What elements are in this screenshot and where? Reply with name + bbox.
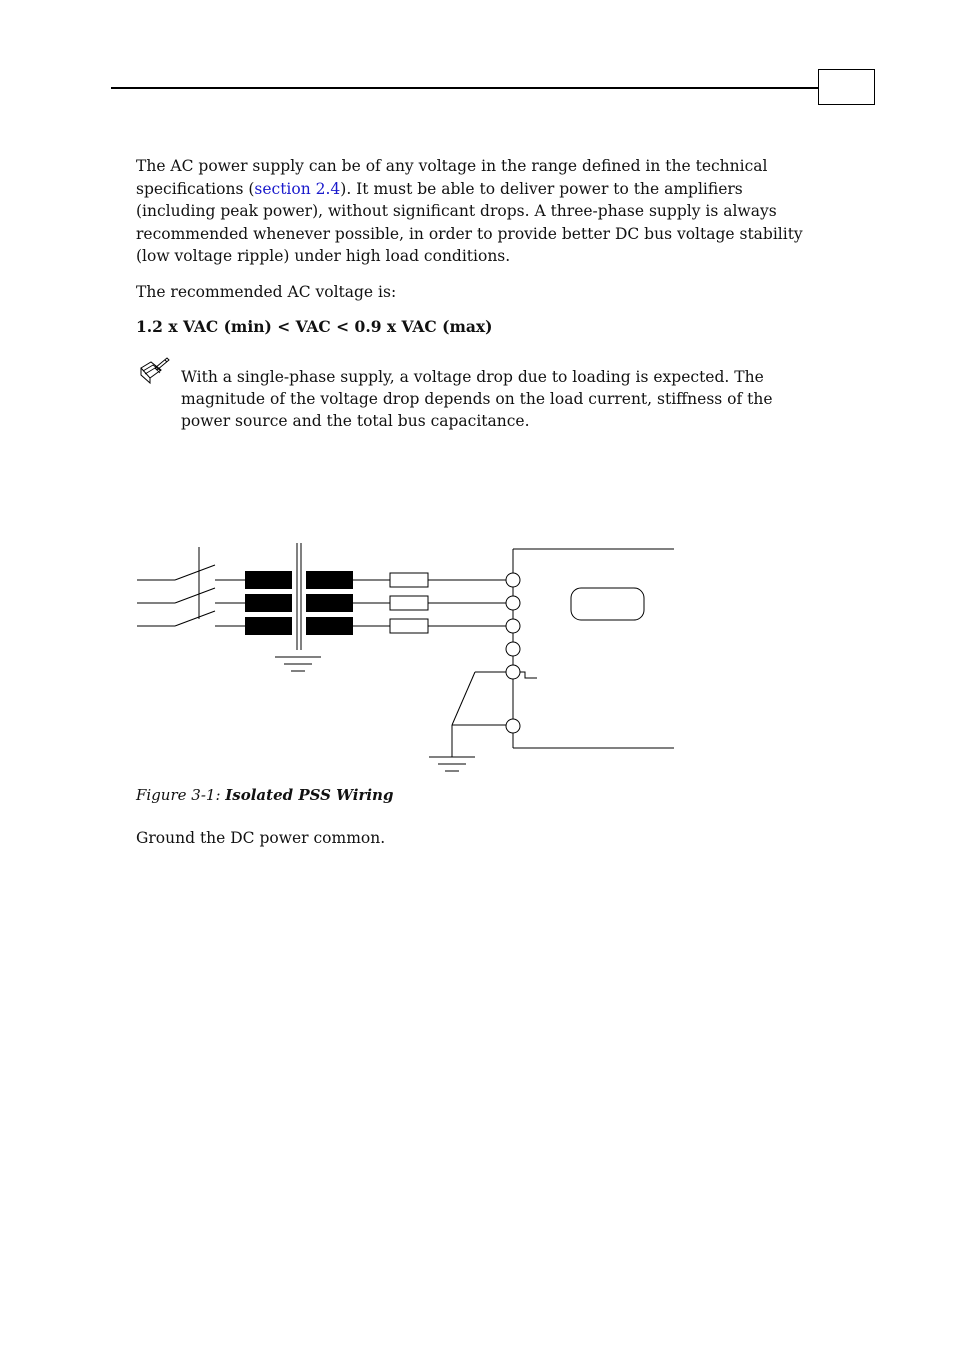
intro-paragraph: The AC power supply can be of any voltage in the range defined in the technical specifications (section 2.4). It must be able to deliver power to the amplifiers (including peak power), without significant drops. A three-phase supply is always recommended whenever possible, in order to provide better DC bus voltage stability (low voltage ripple) under high load conditions. [136,157,803,265]
note-pencil-icon [137,356,171,386]
figure-caption: Figure 3-1: Isolated PSS Wiring [136,786,394,804]
wiring-diagram [120,535,690,780]
ground-instruction: Ground the DC power common. [136,829,386,847]
voltage-formula: 1.2 x VAC (min) < VAC < 0.9 x VAC (max) [136,317,493,336]
section-link[interactable]: section 2.4 [254,179,341,198]
page-number-box [818,69,875,105]
header-rule [111,87,819,89]
recommended-voltage-intro: The recommended AC voltage is: [136,283,397,301]
note-text: With a single-phase supply, a voltage drop due to loading is expected. The magnitude of the voltage drop depends on the load current, stiffness of the power source and the total bus capacitance. [181,368,773,430]
